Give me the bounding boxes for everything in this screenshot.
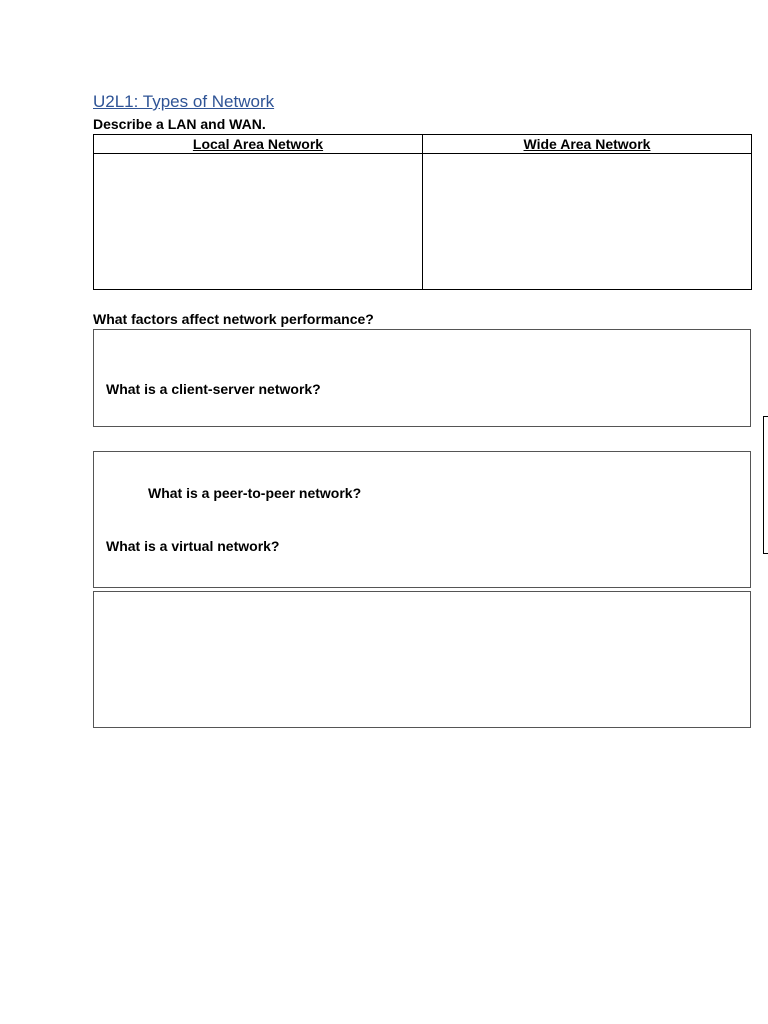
lan-wan-table [93,134,752,290]
offpage-box-edge [763,416,768,554]
virtual-network-question: What is a virtual network? [106,538,280,554]
table-header-row [94,135,752,154]
page-title: U2L1: Types of Network [93,92,275,111]
wan-answer-cell[interactable] [423,154,752,290]
performance-answer-box[interactable] [93,329,751,427]
virtual-network-answer-box[interactable] [93,591,751,728]
performance-question: What factors affect network performance? [93,311,374,327]
client-server-question: What is a client-server network? [106,381,321,397]
table-answer-row [94,154,752,290]
lan-column-header: Local Area Network [94,135,423,154]
describe-lan-wan-question: Describe a LAN and WAN. [93,116,266,132]
lan-answer-cell[interactable] [94,154,423,290]
peer-to-peer-question: What is a peer-to-peer network? [148,485,362,501]
client-server-answer-box[interactable] [93,451,751,588]
wan-column-header: Wide Area Network [423,135,752,154]
